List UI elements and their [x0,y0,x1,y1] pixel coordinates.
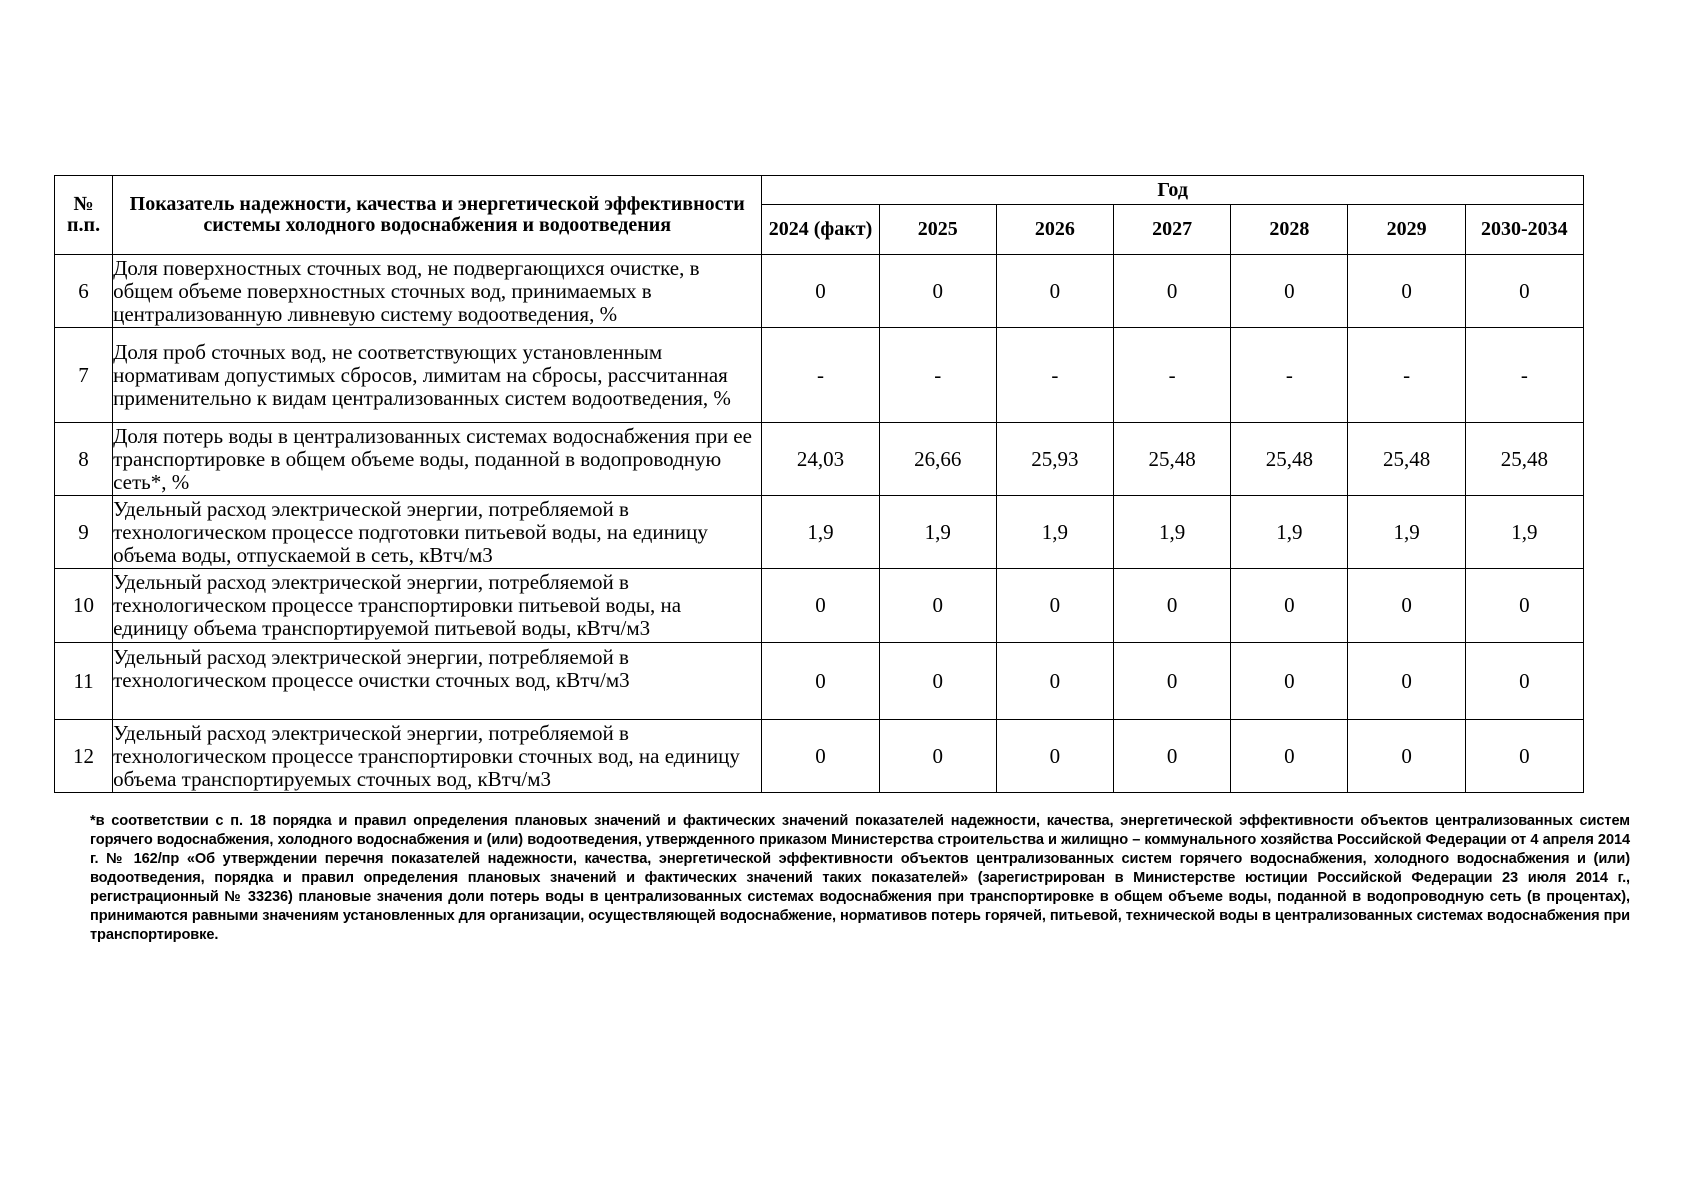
row-value: - [996,328,1113,423]
row-value: 0 [1114,569,1231,643]
row-indicator-name: Доля поверхностных сточных вод, не подвергающихся очистке, в общем объеме поверхностных сточных вод, принимаемых в централизованную ливневую систему водоотведения, % [113,255,762,328]
row-value: 25,48 [1348,423,1465,496]
row-value: - [1231,328,1348,423]
row-value: 0 [1348,643,1465,720]
row-indicator-name: Удельный расход электрической энергии, потребляемой в технологическом процессе подготовки питьевой воды, на единицу объема воды, отпускаемой в сеть, кВтч/м3 [113,496,762,569]
row-number: 10 [55,569,113,643]
row-value: 1,9 [1465,496,1583,569]
row-value: - [1465,328,1583,423]
row-value: 0 [1114,255,1231,328]
table-row [55,423,1584,496]
header-year: 2028 [1231,205,1348,255]
row-value: 0 [762,720,879,793]
row-value: 1,9 [879,496,996,569]
row-number: 9 [55,496,113,569]
row-value: 25,48 [1114,423,1231,496]
header-indicator-name: Показатель надежности, качества и энергетической эффективности системы холодного водоснабжения и водоотведения [113,176,762,255]
row-value: 0 [996,720,1113,793]
row-value: 0 [1231,569,1348,643]
row-number: 8 [55,423,113,496]
row-value: 1,9 [1348,496,1465,569]
row-number: 7 [55,328,113,423]
row-value: 0 [879,643,996,720]
table-row [55,643,1584,720]
row-value: 25,48 [1231,423,1348,496]
indicators-table [54,175,1584,793]
row-value: 0 [996,569,1113,643]
header-year: 2024 (факт) [762,205,879,255]
row-value: 1,9 [762,496,879,569]
row-value: 0 [1114,643,1231,720]
table-row [55,720,1584,793]
row-value: 0 [1348,720,1465,793]
row-value: 0 [1465,569,1583,643]
row-number: 6 [55,255,113,328]
row-value: 25,93 [996,423,1113,496]
row-value: 0 [762,255,879,328]
row-value: 25,48 [1465,423,1583,496]
header-year: 2027 [1114,205,1231,255]
row-value: 1,9 [1231,496,1348,569]
row-value: 0 [762,569,879,643]
row-value: 0 [1114,720,1231,793]
row-value: 26,66 [879,423,996,496]
row-indicator-name: Удельный расход электрической энергии, потребляемой в технологическом процессе транспортировки сточных вод, на единицу объема транспортируемых сточных вод, кВтч/м3 [113,720,762,793]
row-number: 11 [55,643,113,720]
row-value: 0 [1465,255,1583,328]
row-value: 0 [1465,643,1583,720]
row-number: 12 [55,720,113,793]
row-value: 0 [762,643,879,720]
row-value: 0 [1231,643,1348,720]
header-num: № п.п. [55,176,113,255]
row-value: - [879,328,996,423]
footnote: *в соответствии с п. 18 порядка и правил определения плановых значений и фактических значений показателей надежности, качества, энергетической эффективности объектов централизованных систем горячего водоснабжения, холодного водоснабжения и (или) водоотведения, утвержденного приказом Министерства строительства и жилищно – коммунального хозяйства Российской Федерации от 4 апреля 2014 г. № 162/пр «Об утверждении перечня показателей надежности, качества, энергетической эффективности объектов централизованных систем горячего водоснабжения, холодного водоснабжения и (или) водоотведения, порядка и правил определения плановых значений и фактических значений таких показателей» (зарегистрирован в Министерстве юстиции Российской Федерации 23 июля 2014 г., регистрационный № 33236) плановые значения доли потерь воды в централизованных системах водоснабжения при транспортировке в общем объеме воды, поданной в водопроводную сеть (в процентах), принимаются равными значениям установленных для организации, осуществляющей водоснабжение, нормативов потерь горячей, питьевой, технической воды в централизованных системах водоснабжения при транспортировке. [90,813,1630,943]
table-row [55,328,1584,423]
row-value: 24,03 [762,423,879,496]
header-year: 2025 [879,205,996,255]
row-indicator-name: Доля потерь воды в централизованных системах водоснабжения при ее транспортировке в общем объеме воды, поданной в водопроводную сеть*, % [113,423,762,496]
row-value: 0 [996,255,1113,328]
row-indicator-name: Доля проб сточных вод, не соответствующих установленным нормативам допустимых сбросов, лимитам на сбросы, рассчитанная применительно к видам централизованных систем водоотведения, % [113,328,762,423]
row-value: 0 [1231,720,1348,793]
row-value: 0 [1348,255,1465,328]
header-year: 2030-2034 [1465,205,1583,255]
row-value: 0 [1231,255,1348,328]
row-indicator-name: Удельный расход электрической энергии, потребляемой в технологическом процессе транспортировки питьевой воды, на единицу объема транспортируемой питьевой воды, кВтч/м3 [113,569,762,643]
row-value: 0 [879,255,996,328]
row-value: 0 [996,643,1113,720]
table-row [55,255,1584,328]
table-row [55,569,1584,643]
header-year: 2026 [996,205,1113,255]
row-value: - [1114,328,1231,423]
row-value: 1,9 [996,496,1113,569]
row-value: 1,9 [1114,496,1231,569]
row-value: - [762,328,879,423]
header-year: 2029 [1348,205,1465,255]
header-year-group: Год [762,176,1584,205]
row-value: - [1348,328,1465,423]
table-row [55,496,1584,569]
row-indicator-name: Удельный расход электрической энергии, потребляемой в технологическом процессе очистки сточных вод, кВтч/м3 [113,643,762,720]
row-value: 0 [1348,569,1465,643]
row-value: 0 [879,569,996,643]
row-value: 0 [879,720,996,793]
row-value: 0 [1465,720,1583,793]
